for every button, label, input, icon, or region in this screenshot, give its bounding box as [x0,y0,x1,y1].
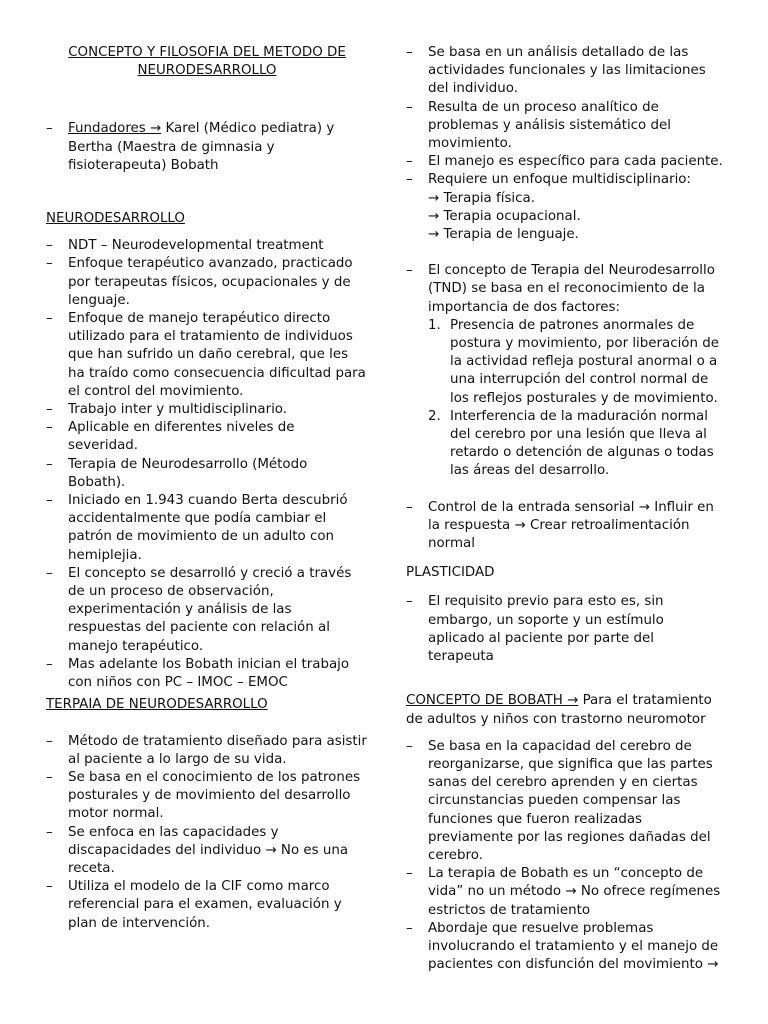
neurodesarrollo-list [46,237,368,692]
factor-text: Interferencia de la maduración normal del cerebro por una lesión que lleva al retardo o detención de algunas o todas las áreas del desarrollo. [450,408,714,479]
list-item: – Resulta de un proceso analítico de problemas y análisis sistemático del movimiento. [406,99,724,154]
list-item: – El concepto se desarrolló y creció a través de un proceso de observación, experimentación y análisis de las respuestas del paciente con relación al manejo terapéutico. [46,565,368,656]
bobath-text: Para el tratamiento de adultos y niños con trastorno neuromotor [406,693,712,727]
factor-number: 1. [428,317,441,333]
list-item: – Utiliza el modelo de la CIF como marco referencial para el examen, evaluación y plan de intervención. [46,878,368,933]
section-heading-neurodesarrollo: NEURODESARROLLO [46,211,185,227]
bobath-list [406,738,724,975]
title-line-1: CONCEPTO Y FILOSOFIA DEL METODO DE [68,45,346,60]
list-item: – Control de la entrada sensorial → Influir en la respuesta → Crear retroalimentación normal [406,499,724,554]
list-item: – El manejo es específico para cada paciente. [406,153,724,171]
fundadores-list [46,120,368,175]
list-item: – Método de tratamiento diseñado para asistir al paciente a lo largo de su vida. [46,733,368,769]
control-list [406,499,724,554]
list-item: – Abordaje que resuelve problemas involucrando el tratamiento y el manejo de pacientes con disfunción del movimiento → [406,920,724,975]
list-item: – Mas adelante los Bobath inician el trabajo con niños con PC – IMOC – EMOC [46,656,368,692]
right-column [406,44,724,974]
plasticidad-list [406,593,724,666]
multidisciplinary-text: Requiere un enfoque multidisciplinario: [428,172,691,188]
bobath-label: CONCEPTO DE BOBATH → [406,693,579,709]
list-item: – Enfoque terapéutico avanzado, practicado por terapeutas físicos, ocupacionales y de lenguaje. [46,255,368,310]
tnd-item [406,262,724,480]
document-title [46,44,368,80]
list-item: – Se enfoca en las capacidades y discapacidades del individuo → No es una receta. [46,824,368,879]
factor-item [428,317,724,408]
tnd-list [406,262,724,480]
tnd-intro: El concepto de Terapia del Neurodesarrollo (TND) se basa en el reconocimiento de la importancia de dos factores: [428,263,715,315]
fundadores-text: Karel (Médico pediatra) y Bertha (Maestra de gimnasia y fisioterapeuta) Bobath [68,121,335,173]
factor-text: Presencia de patrones anormales de postura y movimiento, por liberación de la actividad refleja postural anormal o a una interrupción del control normal de los reflejos posturales y de movimiento. [450,317,719,406]
list-item: – Terapia de Neurodesarrollo (Método Bobath). [46,456,368,492]
therapy-item: → Terapia de lenguaje. [428,227,579,243]
factor-item [428,408,724,481]
list-item [406,171,724,244]
therapy-item: → Terapia ocupacional. [428,208,581,224]
title-line-2: NEURODESARROLLO [137,63,277,79]
bobath-concept [406,692,724,728]
factors-list [428,317,724,481]
list-item: – Se basa en un análisis detallado de las actividades funcionales y las limitaciones del individuo. [406,44,724,99]
list-item: – Trabajo inter y multidisciplinario. [46,401,368,419]
list-item: – Aplicable en diferentes niveles de severidad. [46,419,368,455]
factor-number: 2. [428,408,441,424]
list-item: – NDT – Neurodevelopmental treatment [46,237,368,255]
characteristics-list [406,44,724,244]
list-item: – Se basa en la capacidad del cerebro de reorganizarse, que significa que las partes sanas del cerebro aprenden y en ciertas circunstancias pueden compensar las funciones que fueron realizadas previamente por las regiones dañadas del cerebro. [406,738,724,865]
fundadores-item [46,120,368,175]
fundadores-label: Fundadores → [68,121,162,137]
therapy-list [428,190,724,245]
left-column [46,44,368,933]
list-item: – Iniciado en 1.943 cuando Berta descubrió accidentalmente que podía cambiar el patrón de movimiento de un adulto con hemiplejia. [46,492,368,565]
therapy-item: → Terapia física. [428,190,535,206]
section-heading-terapia: TERPAIA DE NEURODESARROLLO [46,697,268,713]
list-item: – Enfoque de manejo terapéutico directo utilizado para el tratamiento de individuos que han sufrido un daño cerebral, que les ha traído como consecuencia dificultad para el control del movimiento. [46,310,368,401]
list-item: – El requisito previo para esto es, sin embargo, un soporte y un estímulo aplicado al paciente por parte del terapeuta [406,593,724,666]
list-item: – La terapia de Bobath es un “concepto de vida” no un método → No ofrece regímenes estrictos de tratamiento [406,865,724,920]
list-item: – Se basa en el conocimiento de los patrones posturales y de movimiento del desarrollo motor normal. [46,769,368,824]
section-heading-plasticidad: PLASTICIDAD [406,565,495,581]
terapia-list [46,733,368,933]
